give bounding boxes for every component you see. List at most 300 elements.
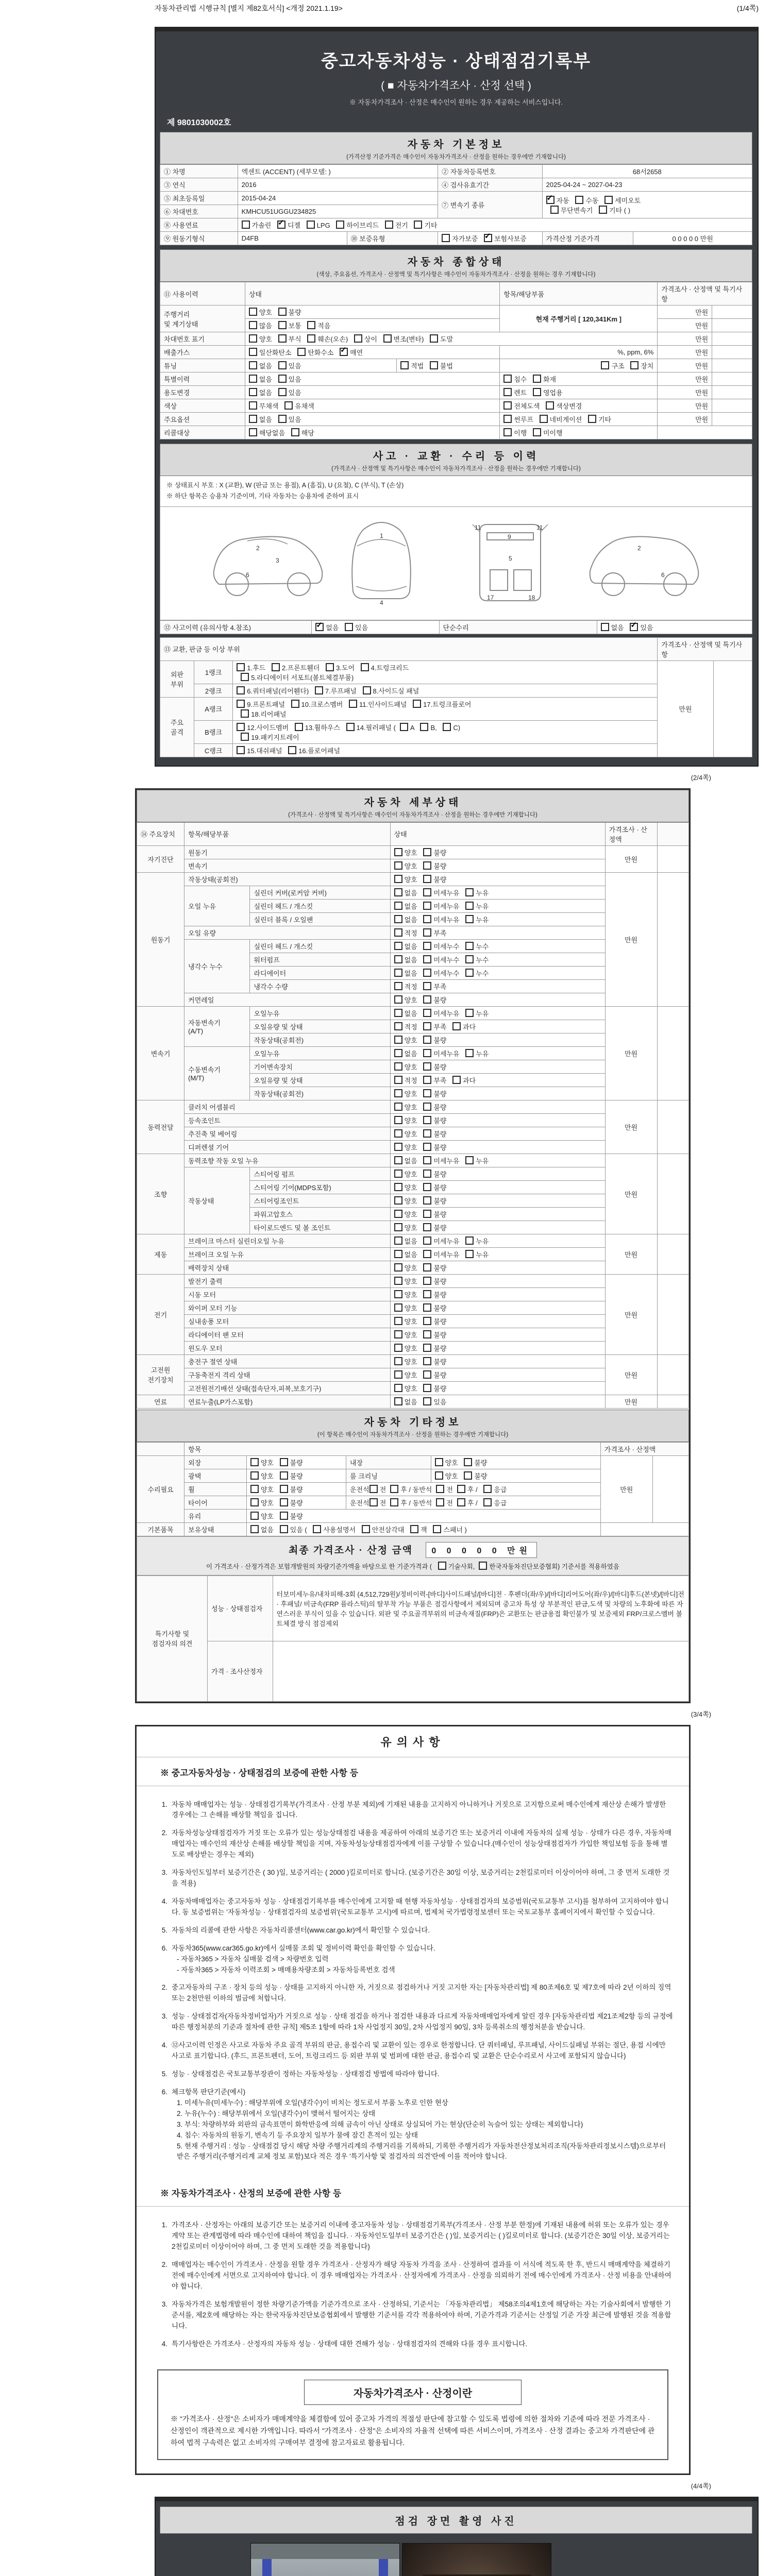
table-row — [160, 359, 752, 372]
checkbox[interactable] — [423, 1344, 431, 1352]
svg-text:3: 3 — [276, 556, 279, 564]
checkbox[interactable] — [423, 915, 431, 923]
notice-item-text: 중고자동차의 구조 · 장치 등의 성능 · 상태를 고지하지 아니한 자, 거짓으로 점검하거나 거짓 고지한 자는 [자동차관리법] 제 80조제6호 및 제7호에 따라 2년 이하의 징역 또는 2천만원 이하의 벌금에 처합니다. — [172, 1984, 671, 2003]
checkbox[interactable] — [423, 875, 431, 883]
value-cell: 양호 불량 — [390, 1100, 605, 1113]
checkbox[interactable] — [442, 234, 450, 242]
checkbox[interactable] — [250, 1498, 259, 1506]
checkbox[interactable] — [394, 1116, 402, 1124]
checkbox[interactable] — [479, 1562, 487, 1570]
checkbox[interactable] — [423, 1357, 431, 1365]
checkbox[interactable] — [307, 221, 315, 229]
checkbox[interactable] — [423, 861, 431, 870]
checkbox[interactable] — [394, 902, 402, 910]
label-cell: 주요 골격 — [160, 697, 194, 757]
checkbox[interactable] — [280, 1471, 288, 1480]
checkbox[interactable] — [394, 1170, 402, 1178]
checkbox[interactable] — [394, 1049, 402, 1057]
checkbox[interactable] — [423, 982, 431, 990]
label-cell: 가격조사 · 산정액 및 특기사항 — [658, 637, 752, 660]
value-cell — [712, 332, 752, 346]
checkbox[interactable] — [315, 686, 323, 694]
label-cell: 차대번호 표기 — [160, 332, 245, 346]
checkbox[interactable] — [394, 995, 402, 1004]
notice-item — [152, 1800, 674, 1821]
other-info-table — [137, 1442, 689, 1536]
checkbox[interactable] — [394, 1196, 402, 1205]
checkbox[interactable] — [465, 969, 474, 977]
label-cell: 오일 유량 — [184, 926, 390, 939]
checkbox[interactable] — [465, 902, 474, 910]
checkbox[interactable] — [465, 1236, 474, 1245]
checkbox[interactable] — [385, 221, 393, 229]
value-cell: 없음 미세누유 누유 — [390, 1234, 605, 1247]
checkbox[interactable] — [423, 1009, 431, 1017]
checkbox[interactable] — [423, 1290, 431, 1298]
checkbox[interactable] — [354, 334, 362, 343]
table-row — [160, 178, 752, 192]
accident-history-table — [160, 620, 752, 634]
checkbox[interactable] — [237, 723, 245, 731]
checkbox[interactable] — [394, 1250, 402, 1258]
checkbox[interactable] — [423, 955, 431, 963]
checkbox[interactable] — [394, 1183, 402, 1191]
checkbox[interactable] — [278, 334, 287, 343]
checkbox[interactable] — [465, 1156, 474, 1164]
checkbox[interactable] — [249, 428, 257, 436]
svg-text:11: 11 — [536, 523, 543, 531]
checkbox[interactable] — [423, 848, 431, 856]
value-cell: 침수 화재 — [500, 372, 658, 386]
checkbox[interactable] — [278, 375, 287, 383]
checkbox[interactable] — [423, 1103, 431, 1111]
checkbox[interactable] — [430, 334, 438, 343]
checkbox[interactable] — [390, 1498, 398, 1506]
checkbox[interactable] — [394, 1344, 402, 1352]
checkbox[interactable] — [423, 995, 431, 1004]
checkbox[interactable] — [394, 888, 402, 896]
checkbox[interactable] — [483, 1498, 492, 1506]
checkbox[interactable] — [436, 1485, 444, 1493]
checkbox[interactable] — [250, 1525, 259, 1533]
notice-item — [152, 2011, 674, 2033]
checkbox[interactable] — [249, 401, 257, 410]
checkbox[interactable] — [250, 1471, 259, 1480]
value-cell: 엑센트 (ACCENT) (세부모델: ) — [238, 165, 438, 178]
checkbox[interactable] — [503, 401, 512, 410]
label-cell: 파워고압호스 — [250, 1207, 390, 1221]
checkbox[interactable] — [420, 723, 428, 731]
checkbox[interactable] — [237, 700, 245, 708]
checkbox[interactable] — [394, 875, 402, 883]
value-cell: 양호 불량 — [390, 1180, 605, 1194]
checkbox[interactable] — [503, 415, 512, 423]
checkbox[interactable] — [533, 428, 541, 436]
label-cell: 실린더 헤드 / 개스킷 — [250, 939, 390, 953]
label-cell: 작동상태(공회전) — [250, 1033, 390, 1046]
checkbox[interactable] — [288, 746, 296, 754]
label-cell: 1랭크 — [194, 660, 232, 684]
checkbox[interactable] — [465, 942, 474, 950]
label-cell: 제동 — [137, 1234, 184, 1274]
checkbox[interactable] — [280, 1485, 288, 1493]
checkbox[interactable] — [423, 1170, 431, 1178]
checkbox[interactable] — [423, 969, 431, 977]
label-cell: 동력전달 — [137, 1100, 184, 1154]
checkbox[interactable] — [436, 1498, 444, 1506]
checkbox[interactable] — [349, 700, 357, 708]
checkbox[interactable] — [423, 1330, 431, 1338]
checkbox[interactable] — [394, 1303, 402, 1312]
checkbox[interactable] — [435, 1458, 443, 1466]
table-row — [160, 660, 752, 684]
checkbox[interactable] — [550, 206, 559, 214]
label-cell: 가격조사 · 산정액 및 특기사항 — [658, 282, 752, 306]
checkbox[interactable] — [241, 673, 249, 681]
checkbox-checked[interactable] — [315, 623, 324, 631]
checkbox[interactable] — [280, 1498, 288, 1506]
remarks-table — [137, 1575, 689, 1702]
value-cell: 양호 불량 — [245, 306, 499, 319]
checkbox-checked[interactable] — [277, 221, 285, 229]
checkbox[interactable] — [394, 1317, 402, 1325]
table-row — [137, 872, 689, 886]
checkbox[interactable] — [533, 388, 541, 396]
checkbox[interactable] — [272, 663, 280, 671]
notice-item-text: 자동차매매업자는 중고자동차 성능 · 상태점검기록부를 매수인에게 고지할 때 현행 자동차성능 · 상태점검자의 보증범위(국토교통부 고시)를 첨부하여 고지하여야 합니다. 동 보증범위는 '자동차성능 · 상태점검자의 보증범위'(국토교통부 고시)에 따르며, 법제처 국가법령정보센터 또는 국토교통부 홈페이지에서 확인할 수 있습니다. — [172, 1897, 669, 1916]
value-cell: KMHCU51UGGU234825 — [238, 205, 438, 218]
label-cell: 내장 — [346, 1455, 431, 1469]
checkbox[interactable] — [241, 733, 249, 741]
checkbox[interactable] — [464, 1471, 472, 1480]
checkbox[interactable] — [599, 206, 607, 214]
checkbox[interactable] — [394, 1076, 402, 1084]
label-cell: 브레이크 오일 누유 — [184, 1247, 390, 1261]
checkbox[interactable] — [242, 221, 250, 229]
checkbox[interactable] — [423, 1250, 431, 1258]
checkbox[interactable] — [533, 375, 541, 383]
checkbox-checked[interactable] — [630, 623, 638, 631]
checkbox[interactable] — [423, 1317, 431, 1325]
checkbox[interactable] — [423, 1089, 431, 1097]
checkbox[interactable] — [423, 1370, 431, 1379]
value-cell — [657, 1006, 688, 1100]
checkbox-checked[interactable] — [546, 196, 554, 204]
checkbox[interactable] — [414, 221, 422, 229]
value-cell: %, ppm, 6% — [500, 346, 658, 359]
checkbox[interactable] — [400, 723, 408, 731]
notice-item — [152, 2339, 674, 2350]
checkbox[interactable] — [394, 942, 402, 950]
checkbox[interactable] — [423, 902, 431, 910]
checkbox[interactable] — [280, 1525, 288, 1533]
checkbox[interactable] — [452, 1022, 461, 1030]
checkbox[interactable] — [465, 888, 474, 896]
checkbox[interactable] — [394, 1397, 402, 1405]
label-cell: ⑨ 원동기형식 — [160, 232, 238, 245]
checkbox[interactable] — [546, 401, 554, 410]
checkbox[interactable] — [423, 928, 431, 937]
checkbox[interactable] — [503, 428, 512, 436]
label-cell: ⑪ 사용이력 — [160, 282, 245, 306]
checkbox[interactable] — [280, 1512, 288, 1520]
checkbox[interactable] — [483, 1485, 492, 1493]
svg-text:6: 6 — [661, 571, 665, 579]
checkbox[interactable] — [394, 1236, 402, 1245]
checkbox[interactable] — [249, 334, 257, 343]
checkbox[interactable] — [249, 321, 257, 329]
checkbox[interactable] — [250, 1485, 259, 1493]
checkbox[interactable] — [313, 1525, 321, 1533]
checkbox[interactable] — [410, 1525, 418, 1533]
checkbox[interactable] — [362, 1525, 370, 1533]
checkbox[interactable] — [465, 1049, 474, 1057]
checkbox[interactable] — [307, 334, 315, 343]
checkbox[interactable] — [394, 982, 402, 990]
checkbox[interactable] — [326, 663, 334, 671]
checkbox-checked[interactable] — [484, 234, 492, 242]
checkbox[interactable] — [413, 700, 421, 708]
checkbox[interactable] — [394, 1062, 402, 1071]
checkbox[interactable] — [394, 955, 402, 963]
legend-note: ※ 하단 항목은 승용차 기준이며, 기타 자동차는 승용차에 준하여 표시 — [166, 493, 359, 500]
checkbox[interactable] — [503, 388, 512, 396]
checkbox[interactable] — [394, 1022, 402, 1030]
label-cell: 시동 모터 — [184, 1287, 390, 1301]
checkbox[interactable] — [438, 1562, 446, 1570]
checkbox[interactable] — [284, 401, 293, 410]
checkbox[interactable] — [457, 1485, 465, 1493]
other-subtitle: (이 항목은 매수인이 자동차가격조사 · 산정을 원하는 경우에만 기재합니다) — [317, 1431, 509, 1438]
value-cell: 양호 불량 — [246, 1496, 346, 1509]
checkbox[interactable] — [278, 321, 287, 329]
checkbox[interactable] — [423, 1277, 431, 1285]
value-cell: 양호 불량 — [390, 1127, 605, 1140]
checkbox[interactable] — [237, 686, 245, 694]
checkbox[interactable] — [601, 361, 609, 369]
checkbox[interactable] — [423, 1303, 431, 1312]
checkbox[interactable] — [465, 955, 474, 963]
checkbox[interactable] — [457, 1498, 465, 1506]
checkbox[interactable] — [295, 723, 303, 731]
checkbox[interactable] — [575, 196, 583, 204]
checkbox[interactable] — [394, 969, 402, 977]
checkbox[interactable] — [390, 1485, 398, 1493]
checkbox[interactable] — [540, 415, 548, 423]
checkbox[interactable] — [291, 428, 299, 436]
value-cell: 만원 — [658, 359, 712, 372]
table-row — [137, 822, 689, 845]
checkbox[interactable] — [423, 1183, 431, 1191]
title-block — [160, 33, 752, 114]
label-cell: 튜닝 — [160, 359, 245, 372]
checkbox[interactable] — [336, 221, 344, 229]
checkbox[interactable] — [423, 1116, 431, 1124]
value-cell: 만원 — [658, 332, 712, 346]
label-cell: 항목/해당부품 — [500, 282, 658, 306]
value-cell: 양호 불량 — [390, 993, 605, 1006]
label-cell: 휠 — [184, 1482, 247, 1496]
label-cell: 수리필요 — [137, 1455, 184, 1522]
checkbox[interactable] — [423, 942, 431, 950]
table-row — [137, 1234, 689, 1247]
value-cell: 양호 불량 — [390, 859, 605, 872]
label-cell: 오일 누유 — [184, 886, 250, 926]
value-cell: 양호 불량 — [390, 1328, 605, 1341]
label-cell: 주요옵션 — [160, 413, 245, 426]
checkbox[interactable] — [249, 348, 257, 356]
notice-item-text: 자동차 매매업자는 성능 · 상태점검기록부(가격조사 · 산정 부분 제외)에 기재된 내용을 고지하지 아니하거나 거짓으로 고지함으로써 매수인에게 재산상 손해가 발생한 경우에는 그 손해를 배상할 책임을 집니다. — [172, 1800, 666, 1819]
checkbox[interactable] — [394, 1263, 402, 1272]
checkbox[interactable] — [241, 709, 249, 718]
checkbox[interactable] — [307, 321, 315, 329]
checkbox[interactable] — [394, 1143, 402, 1151]
checkbox[interactable] — [346, 723, 355, 731]
checkbox[interactable] — [394, 1357, 402, 1365]
checkbox[interactable] — [503, 375, 512, 383]
checkbox-checked[interactable] — [340, 348, 348, 356]
value-cell: 없음 있음 — [245, 413, 499, 426]
checkbox[interactable] — [394, 1103, 402, 1111]
checkbox[interactable] — [361, 663, 369, 671]
checkbox[interactable] — [394, 928, 402, 937]
checkbox[interactable] — [604, 196, 613, 204]
checkbox[interactable] — [400, 361, 409, 369]
label-cell: 추진축 및 베어링 — [184, 1127, 390, 1140]
checkbox[interactable] — [394, 848, 402, 856]
checkbox[interactable] — [278, 308, 287, 316]
checkbox[interactable] — [423, 1384, 431, 1392]
checkbox[interactable] — [250, 1458, 259, 1466]
checkbox[interactable] — [423, 1236, 431, 1245]
checkbox[interactable] — [465, 1250, 474, 1258]
checkbox[interactable] — [383, 334, 392, 343]
checkbox[interactable] — [249, 361, 257, 369]
table-row — [160, 399, 752, 413]
checkbox[interactable] — [394, 1036, 402, 1044]
checkbox[interactable] — [394, 1009, 402, 1017]
label-cell: 작동상태 — [184, 1167, 250, 1234]
checkbox[interactable] — [423, 1263, 431, 1272]
checkbox[interactable] — [465, 915, 474, 923]
notice-item-text: 자동차성능상태점검자가 거짓 또는 오류가 있는 성능상태점검 내용을 제공하여 아래의 보증기간 또는 보증거리 이내에 자동차의 실제 성능 · 상태가 다른 경우, 자동차매매업자는 매수인의 재산상 손해를 배상할 책임을 지며, 자동차성능상태점검자에게 이를 구상할 수 있습니다.(매수인이 성능상태점검자가 가입한 책임보험 등을 통해 별도로 배상받는 경우는 제외) — [172, 1829, 672, 1859]
checkbox[interactable] — [423, 1223, 431, 1231]
checkbox[interactable] — [237, 746, 245, 754]
value-cell: 6.쿼터패널(리어휀다) 7.루프패널 8.사이드실 패널 — [233, 684, 658, 697]
value-cell — [712, 399, 752, 413]
checkbox[interactable] — [394, 1290, 402, 1298]
checkbox[interactable] — [423, 1022, 431, 1030]
checkbox[interactable] — [601, 623, 609, 631]
checkbox[interactable] — [443, 723, 451, 731]
checkbox[interactable] — [423, 1156, 431, 1164]
value-cell: 만원 — [658, 346, 712, 359]
checkbox[interactable] — [369, 1498, 378, 1506]
checkbox[interactable] — [423, 1196, 431, 1205]
checkbox[interactable] — [452, 1076, 461, 1084]
checkbox[interactable] — [278, 361, 287, 369]
notice-item-number: 3. — [161, 2012, 167, 2021]
comprehensive-table — [160, 282, 752, 439]
notice-item-number: 5. — [161, 2070, 167, 2078]
checkbox[interactable] — [297, 348, 306, 356]
checkbox[interactable] — [588, 415, 596, 423]
label-cell: 오일유량 및 상태 — [250, 1020, 390, 1033]
checkbox[interactable] — [394, 1156, 402, 1164]
checkbox[interactable] — [423, 1076, 431, 1084]
checkbox[interactable] — [394, 915, 402, 923]
checkbox[interactable] — [237, 663, 245, 671]
notice-item — [152, 1943, 674, 1976]
checkbox[interactable] — [630, 361, 638, 369]
value-cell — [657, 1274, 688, 1354]
checkbox[interactable] — [394, 1330, 402, 1338]
checkbox[interactable] — [278, 415, 287, 423]
checkbox[interactable] — [345, 623, 353, 631]
checkbox[interactable] — [423, 1210, 431, 1218]
page-3 — [135, 1725, 691, 2475]
checkbox[interactable] — [430, 361, 438, 369]
checkbox[interactable] — [394, 1370, 402, 1379]
checkbox[interactable] — [433, 1525, 441, 1533]
checkbox[interactable] — [249, 388, 257, 396]
checkbox[interactable] — [363, 686, 371, 694]
label-cell: 라디에이터 — [250, 966, 390, 979]
value-cell: 없음 ✓있음 — [597, 620, 752, 634]
checkbox[interactable] — [435, 1471, 443, 1480]
checkbox[interactable] — [423, 1036, 431, 1044]
label-cell: ④ 검사유효기간 — [438, 178, 542, 192]
checkbox[interactable] — [465, 1009, 474, 1017]
checkbox[interactable] — [250, 1512, 259, 1520]
table-row — [137, 1522, 689, 1536]
checkbox[interactable] — [394, 1223, 402, 1231]
checkbox[interactable] — [394, 1277, 402, 1285]
checkbox[interactable] — [464, 1458, 472, 1466]
notice-item-number: 4. — [161, 2041, 167, 2049]
value-cell: 12.사이드멤버 13.휠하우스 14.필러패널 ( A B, C) 19.패키지트레이 — [233, 720, 658, 743]
checkbox[interactable] — [249, 308, 257, 316]
label-cell: ⑭ 주요장치 — [137, 822, 184, 845]
value-cell: 양호 불량 — [390, 1060, 605, 1073]
checkbox[interactable] — [394, 1089, 402, 1097]
table-row — [160, 372, 752, 386]
checkbox[interactable] — [394, 1129, 402, 1138]
checkbox[interactable] — [249, 375, 257, 383]
checkbox[interactable] — [280, 1458, 288, 1466]
value-cell: 양호 불량 — [431, 1469, 600, 1482]
value-cell: 만원 — [658, 413, 712, 426]
checkbox[interactable] — [423, 1143, 431, 1151]
checkbox[interactable] — [369, 1485, 378, 1493]
checkbox[interactable] — [423, 1062, 431, 1071]
price-definition-title: 자동차가격조사 · 산정이란 — [304, 2380, 522, 2405]
label-cell: 보유상태 — [184, 1522, 247, 1536]
checkbox[interactable] — [394, 861, 402, 870]
checkbox[interactable] — [278, 388, 287, 396]
value-cell — [657, 1234, 688, 1274]
checkbox[interactable] — [423, 1397, 431, 1405]
checkbox[interactable] — [291, 700, 299, 708]
checkbox[interactable] — [394, 1210, 402, 1218]
notice-item-number: 1. — [161, 2221, 167, 2229]
checkbox[interactable] — [394, 1384, 402, 1392]
checkbox[interactable] — [249, 415, 257, 423]
checkbox[interactable] — [423, 888, 431, 896]
value-cell — [713, 660, 752, 757]
checkbox[interactable] — [423, 1049, 431, 1057]
checkbox[interactable] — [423, 1129, 431, 1138]
